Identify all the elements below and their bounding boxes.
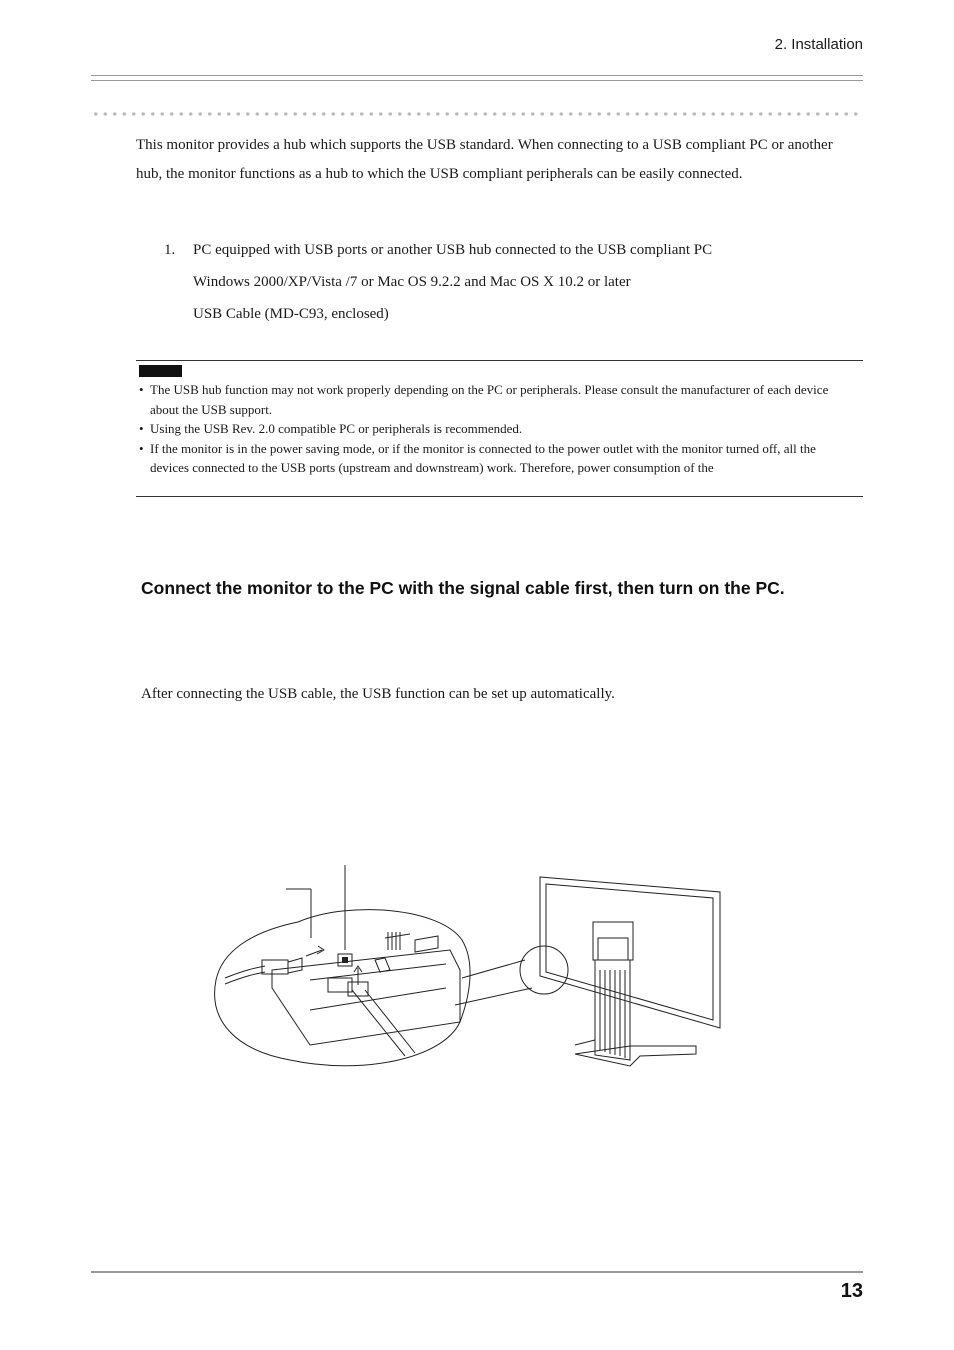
note-list (136, 380, 858, 478)
page-number: 13 (840, 1280, 863, 1302)
section-label: 2. Installation (774, 36, 863, 53)
procedure-text: After connecting the USB cable, the USB function can be set up automatically. (141, 686, 615, 702)
requirement-number: 1. (164, 242, 176, 258)
note-item: • If the monitor is in the power saving mode, or if the monitor is connected to the power outlet with the monitor turned off, all the devices connected to the USB ports (upstream and downstream) work. Therefore, power consumption of the (139, 440, 816, 475)
requirement-text: PC equipped with USB ports or another USB hub connected to the USB compliant PC (193, 242, 713, 258)
requirement-text: Windows 2000/XP/Vista /7 or Mac OS 9.2.2 and Mac OS X 10.2 or later (193, 274, 631, 290)
note-item: • Using the USB Rev. 2.0 compatible PC or peripherals is recommended. (139, 421, 523, 436)
procedure-heading: Connect the monitor to the PC with the signal cable first, then turn on the PC. (141, 578, 785, 598)
header-rule (91, 75, 863, 81)
usb-connection-illustration (210, 860, 730, 1075)
requirement-text: USB Cable (MD-C93, enclosed) (193, 306, 389, 322)
footer-rule (91, 1271, 863, 1273)
dotted-divider (91, 111, 863, 117)
note-item: • The USB hub function may not work properly depending on the PC or peripherals. Please consult the manufacturer of each device about the USB support. (139, 382, 829, 417)
note-box (136, 360, 863, 497)
note-tag (139, 365, 182, 377)
intro-paragraph: This monitor provides a hub which supports the USB standard. When connecting to a USB compliant PC or another hub, the monitor functions as a hub to which the USB compliant peripherals can be easily connected. (136, 137, 833, 182)
